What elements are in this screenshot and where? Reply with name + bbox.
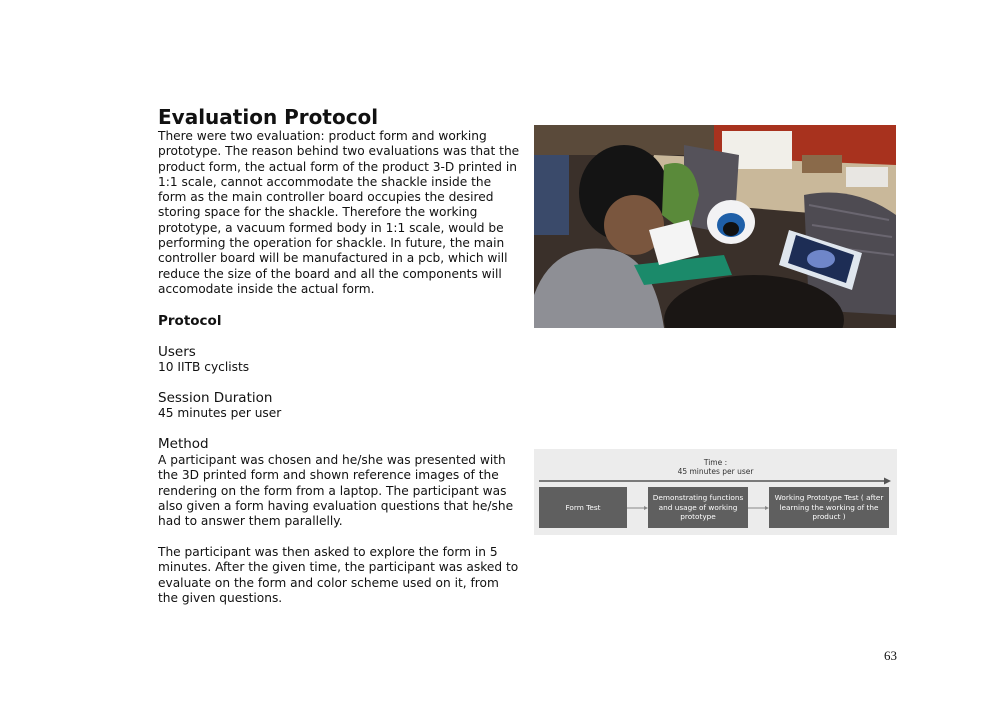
- users-text: 10 IITB cyclists: [158, 360, 250, 374]
- session-duration-heading: Session Duration: [158, 390, 273, 406]
- timeline-step-demonstration: Demonstrating functions and usage of working prototype: [648, 487, 748, 528]
- protocol-heading: Protocol: [158, 313, 222, 329]
- method-paragraph-2: The participant was then asked to explore the form in 5 minutes. After the given time, the participant was asked to evaluate on the form and color scheme used on it, from the given questions.: [158, 545, 519, 605]
- method-heading: Method: [158, 436, 209, 452]
- users-heading: Users: [158, 344, 196, 360]
- method-paragraph-1: A participant was chosen and he/she was presented with the 3D printed form and shown reference images of the rendering on the form from a laptop. The participant was also given a form having evaluation questions that he/she had to answer them parallelly.: [158, 453, 514, 529]
- time-arrow-head-icon: [884, 478, 891, 485]
- session-timeline-diagram: [534, 449, 897, 535]
- page-title: Evaluation Protocol: [158, 105, 379, 129]
- intro-paragraph: There were two evaluation: product form and working prototype. The reason behind two evaluations was that the product form, the actual form of the product 3-D printed in 1:1 scale, cannot accommodate the shackle inside the form as the main controller board occupies the desired storing space for the shackle. Therefore the working prototype, a vacuum formed body in 1:1 scale, would be performing the operation for shackle. In future, the main controller board will be manufactured in a pcb, which will reduce the size of the board and all the components will accomodate inside the actual form.: [158, 129, 520, 296]
- timeline-title: Time :: [703, 458, 728, 467]
- page-number: 63: [884, 648, 897, 663]
- timeline-step-prototype-test: Working Prototype Test ( after learning the working of the product ): [769, 487, 889, 528]
- evaluation-session-photo: [534, 125, 896, 328]
- timeline-step-form-test: Form Test: [539, 487, 627, 528]
- session-duration-text: 45 minutes per user: [158, 406, 282, 420]
- timeline-subtitle: 45 minutes per user: [677, 467, 754, 476]
